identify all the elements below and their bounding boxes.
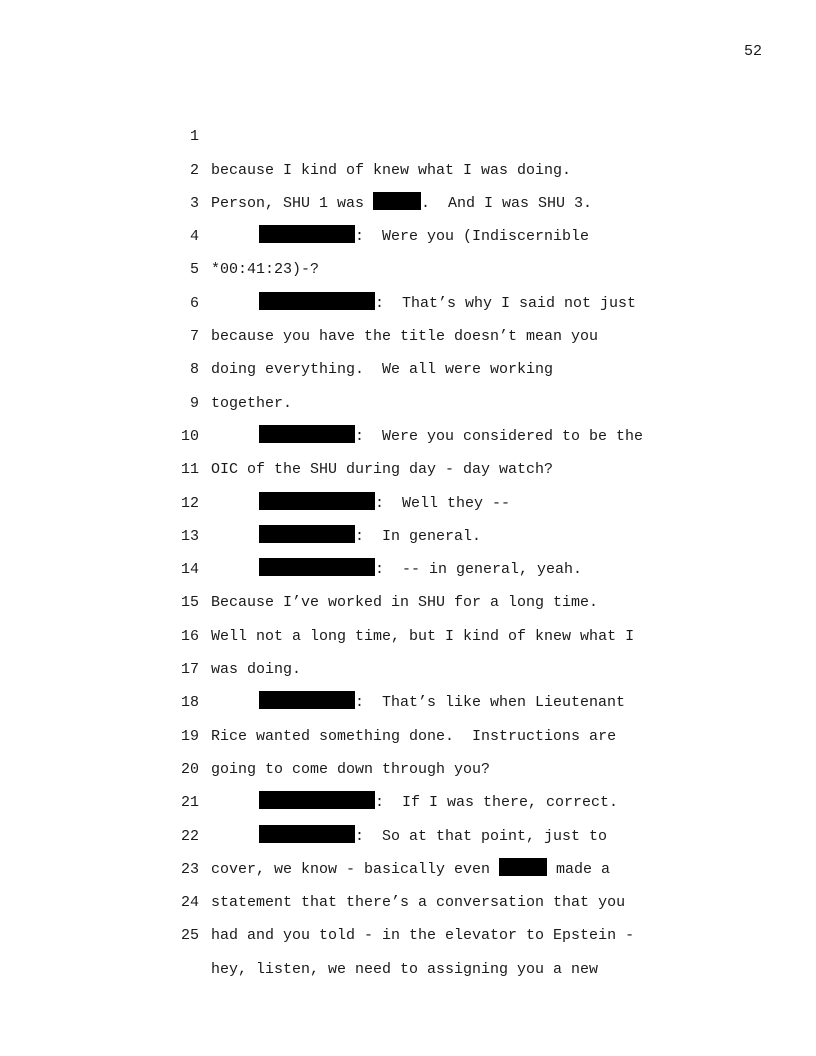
line-text: Rice wanted something done. Instructions are <box>211 727 617 745</box>
line-text: : That’s why I said not just <box>259 287 636 320</box>
line-number: 7 <box>189 328 199 346</box>
line-number: 2 <box>189 161 199 179</box>
line-number: 15 <box>180 594 199 612</box>
line-number: 3 <box>189 194 199 212</box>
transcript-line <box>0 87 816 179</box>
line-text: because you have the title doesn’t mean you <box>211 328 599 346</box>
line-number: 4 <box>189 228 199 246</box>
line-number: 5 <box>189 261 199 279</box>
line-text: together. <box>211 394 293 412</box>
line-number: 13 <box>180 527 199 545</box>
line-number: 9 <box>189 394 199 412</box>
line-number: 17 <box>180 661 199 679</box>
line-number: 21 <box>180 794 199 812</box>
line-number: 22 <box>180 827 199 845</box>
line-text: : So at that point, just to <box>259 820 607 853</box>
line-text: : Well they -- <box>259 487 510 520</box>
line-text: cover, we know - basically even made a <box>211 853 610 886</box>
line-number: 11 <box>180 461 199 479</box>
line-number: 25 <box>180 927 199 945</box>
line-text: : Were you (Indiscernible <box>259 220 589 253</box>
line-text: *00:41:23)-? <box>211 261 320 279</box>
line-number: 8 <box>189 361 199 379</box>
line-number: 12 <box>180 494 199 512</box>
line-text: statement that there’s a conversation that you <box>211 894 626 912</box>
line-text: : -- in general, yeah. <box>259 553 582 586</box>
line-number: 18 <box>180 694 199 712</box>
line-number: 19 <box>180 727 199 745</box>
line-text: : In general. <box>259 520 481 553</box>
line-number: 20 <box>180 760 199 778</box>
line-text: Person, SHU 1 was . And I was SHU 3. <box>211 187 592 220</box>
line-text: doing everything. We all were working <box>211 361 554 379</box>
line-text: because I kind of knew what I was doing. <box>211 161 572 179</box>
line-text: : That’s like when Lieutenant <box>259 686 625 719</box>
line-number: 23 <box>180 860 199 878</box>
line-number: 10 <box>180 427 199 445</box>
line-number: 6 <box>189 294 199 312</box>
line-text: Well not a long time, but I kind of knew what I <box>211 627 635 645</box>
line-text: was doing. <box>211 661 302 679</box>
line-text: : Were you considered to be the <box>259 420 643 453</box>
transcript-body <box>0 87 816 978</box>
line-number: 1 <box>189 128 199 146</box>
line-text: Because I’ve worked in SHU for a long time. <box>211 594 599 612</box>
line-text: OIC of the SHU during day - day watch? <box>211 461 554 479</box>
line-text: hey, listen, we need to assigning you a new <box>211 960 599 978</box>
line-number: 16 <box>180 627 199 645</box>
line-number: 14 <box>180 561 199 579</box>
line-text: going to come down through you? <box>211 760 491 778</box>
page-number: 52 <box>743 43 762 60</box>
line-text: had and you told - in the elevator to Epstein - <box>211 927 635 945</box>
line-number: 24 <box>180 894 199 912</box>
line-text: : If I was there, correct. <box>259 786 618 819</box>
